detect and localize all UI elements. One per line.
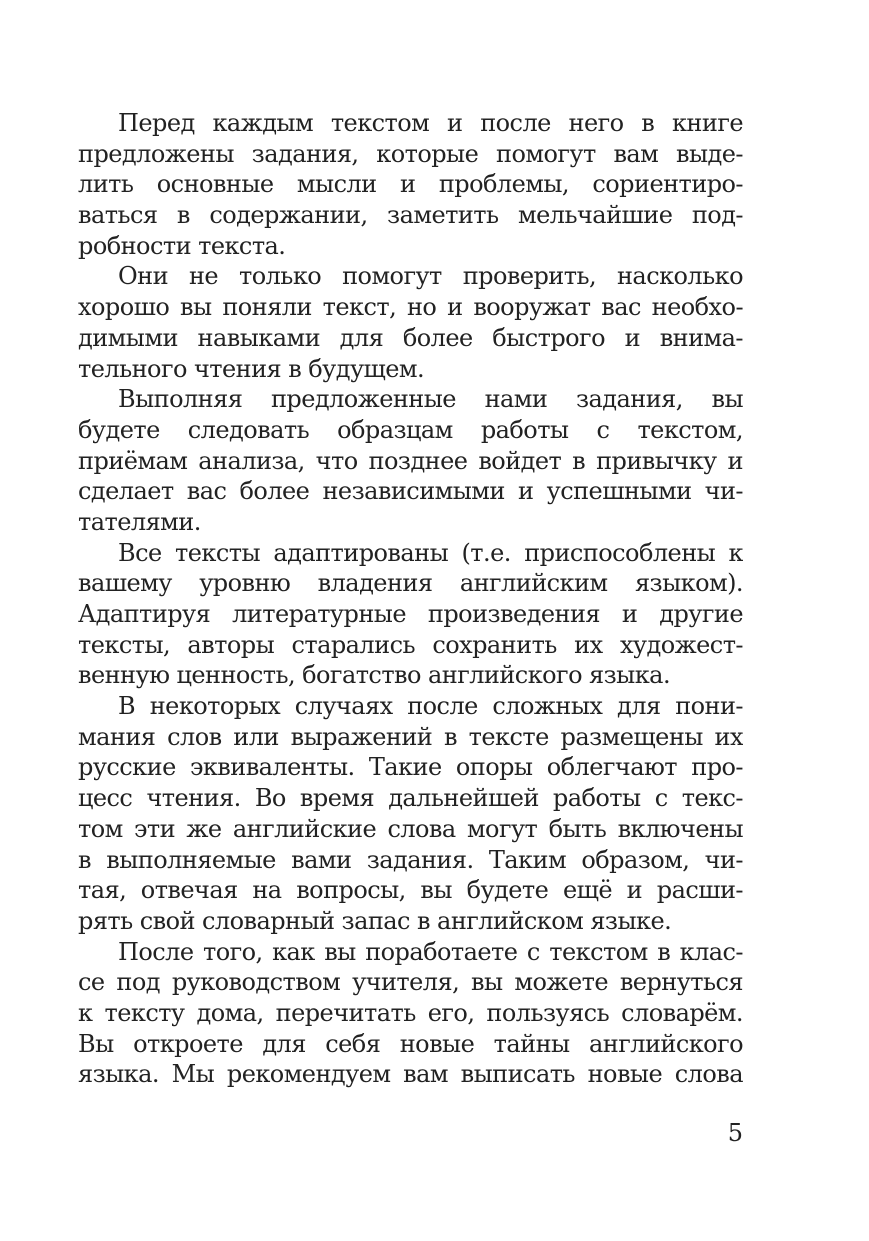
text-line: тателями. — [78, 507, 201, 536]
text-line: цесс чтения. Во время дальнейшей работы с текс- — [78, 784, 743, 813]
text-line: лить основные мысли и проблемы, сориентиро- — [78, 170, 743, 199]
text-line: После того, как вы поработаете с текстом в клас- — [118, 937, 743, 966]
text-line: русские эквиваленты. Такие опоры облегчают про- — [78, 753, 743, 782]
page-number: 5 — [727, 1119, 743, 1147]
paragraph — [78, 538, 743, 691]
paragraph — [78, 384, 743, 537]
text-line: Они не только помогут проверить, насколько — [118, 262, 743, 291]
text-line: венную ценность, богатство английского языка. — [78, 661, 671, 690]
text-line: Вы откроете для себя новые тайны английского — [78, 1029, 743, 1058]
text-line: Все тексты адаптированы (т.е. приспособлены к — [118, 538, 743, 567]
text-line: приёмам анализа, что позднее войдет в привычку и — [78, 446, 743, 475]
text-line: хорошо вы поняли текст, но и вооружат вас необхо- — [78, 293, 743, 322]
paragraph — [78, 691, 743, 937]
text-line: к тексту дома, перечитать его, пользуясь словарём. — [78, 998, 743, 1027]
text-line: вашему уровню владения английским языком). — [78, 569, 743, 598]
text-line: тая, отвечая на вопросы, вы будете ещё и расши- — [78, 876, 743, 905]
text-line: се под руководством учителя, вы можете вернуться — [78, 968, 743, 997]
paragraph — [78, 937, 743, 1090]
text-line: Перед каждым текстом и после него в книге — [118, 109, 743, 137]
text-line: том эти же английские слова могут быть включены — [78, 814, 743, 843]
text-line: будете следовать образцам работы с текстом, — [78, 415, 743, 444]
text-line: тексты, авторы старались сохранить их художест- — [78, 630, 743, 659]
text-line: ваться в содержании, заметить мельчайшие под- — [78, 201, 743, 230]
text-line: тельного чтения в будущем. — [78, 354, 425, 383]
text-line: Выполняя предложенные нами задания, вы — [118, 385, 743, 414]
text-line: сделает вас более независимыми и успешными чи- — [78, 477, 743, 506]
text-line: рять свой словарный запас в английском языке. — [78, 906, 672, 935]
text-line: димыми навыками для более быстрого и внима- — [78, 323, 743, 352]
text-line: предложены задания, которые помогут вам выде- — [78, 139, 743, 168]
text-line: В некоторых случаях после сложных для пони- — [118, 692, 743, 721]
paragraph — [78, 108, 743, 261]
body-text — [78, 108, 743, 1090]
text-line: Адаптируя литературные произведения и другие — [78, 600, 743, 628]
text-line: в выполняемые вами задания. Таким образом, чи- — [78, 845, 743, 874]
paragraph — [78, 261, 743, 384]
text-line: мания слов или выражений в тексте размещены их — [78, 722, 743, 751]
text-line: языка. Мы рекомендуем вам выписать новые слова — [78, 1060, 743, 1089]
text-line: робности текста. — [78, 231, 286, 260]
